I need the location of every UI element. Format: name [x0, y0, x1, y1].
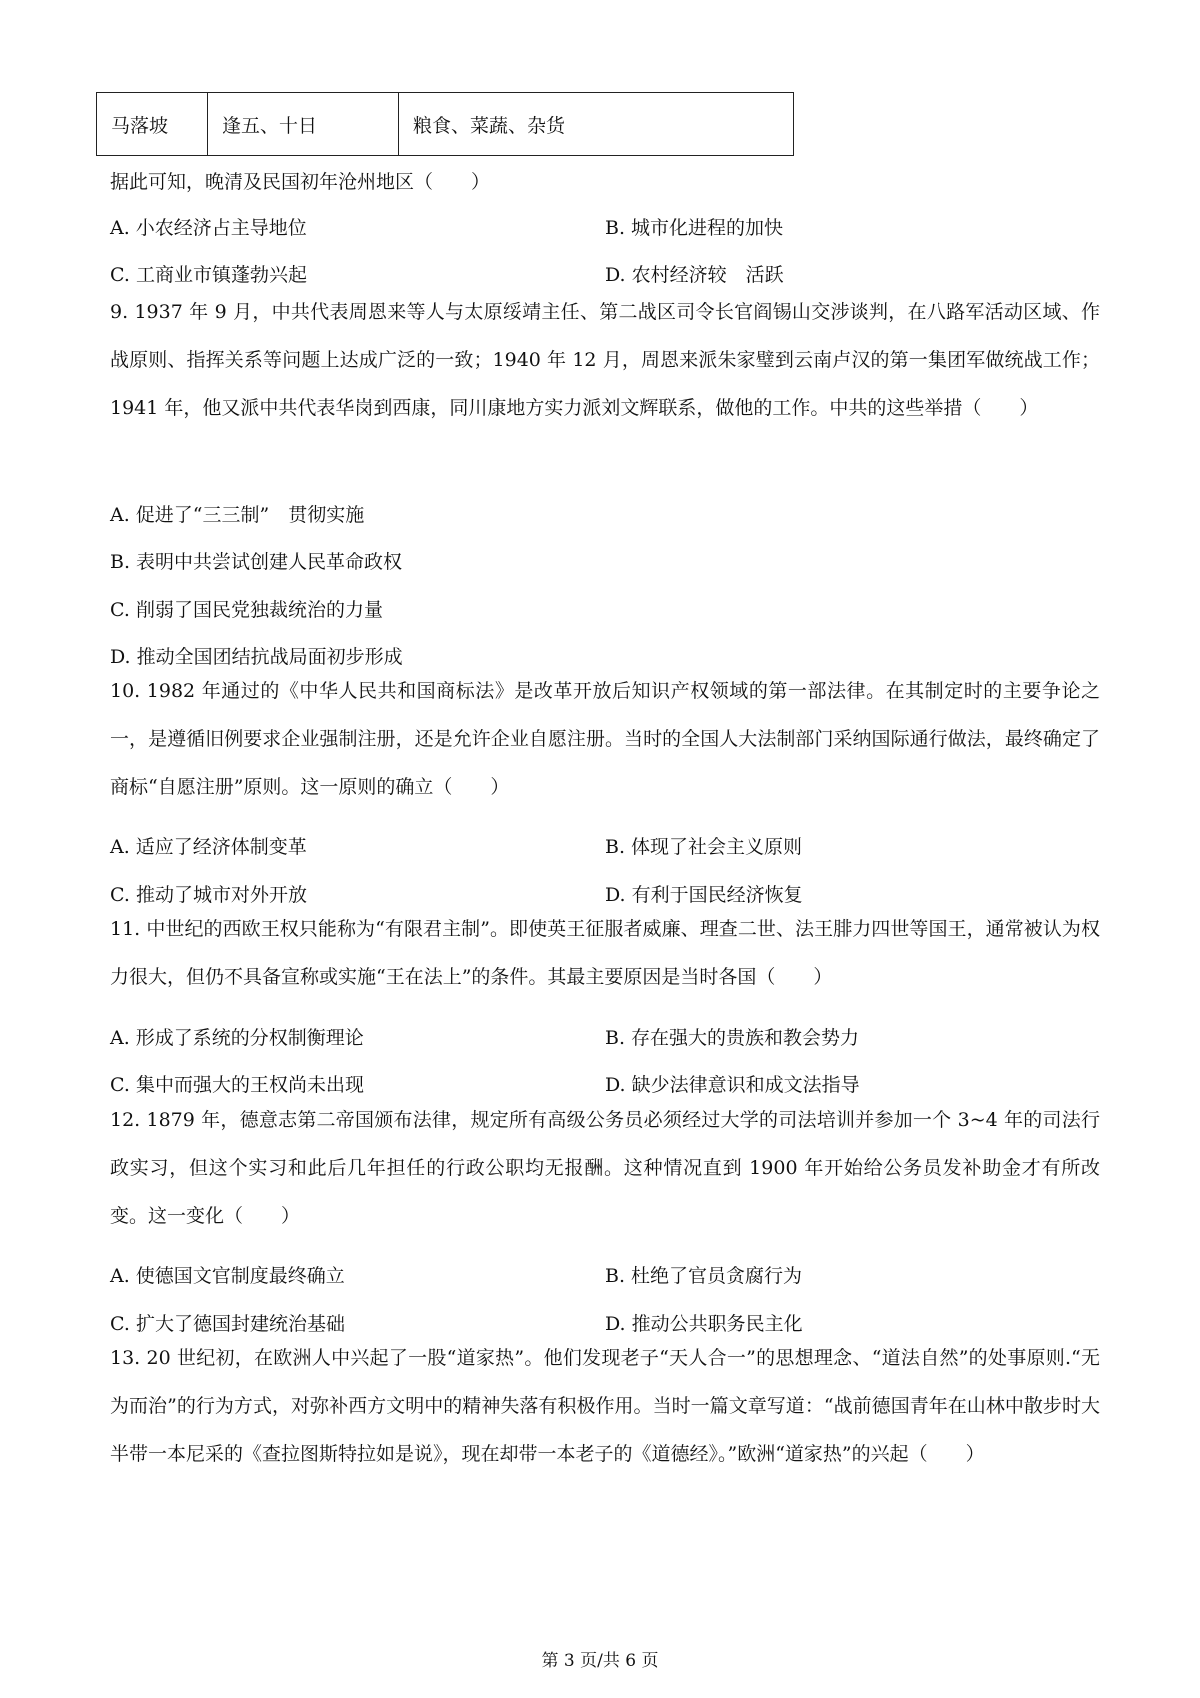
- q10-option-a: A. 适应了经济体制变革: [110, 836, 307, 858]
- q8-option-c: C. 工商业市镇蓬勃兴起: [110, 264, 307, 286]
- q11-option-a: A. 形成了系统的分权制衡理论: [110, 1027, 364, 1049]
- q8-stem: 据此可知，晚清及民国初年沧州地区（ ）: [110, 171, 491, 193]
- q10-stem: 10. 1982 年通过的《中华人民共和国商标法》是改革开放后知识产权领域的第一部法律。在其制定时的主要争论之一，是遵循旧例要求企业强制注册，还是允许企业自愿注册。当时的全国人大法制部门采纳国际通行做法，最终确定了商标“自愿注册”原则。这一原则的确立（ ）: [110, 680, 1100, 798]
- q13-stem: 13. 20 世纪初，在欧洲人中兴起了一股“道家热”。他们发现老子“天人合一”的思想理念、“道法自然”的处事原则.“无为而治”的行为方式，对弥补西方文明中的精神失落有积极作用。当时一篇文章写道：“战前德国青年在山林中散步时大半带一本尼采的《查拉图斯特拉如是说》，现在却带一本老子的《道德经》。”欧洲“道家热”的兴起（ ）: [110, 1347, 1100, 1465]
- q9-option-b: B. 表明中共尝试创建人民革命政权: [110, 551, 403, 573]
- table-cell-goods: 粮食、菜蔬、杂货: [399, 93, 794, 156]
- q8-option-b: B. 城市化进程的加快: [605, 217, 784, 239]
- q12-option-d: D. 推动公共职务民主化: [605, 1313, 803, 1335]
- table-row: [97, 93, 794, 156]
- q11-option-c: C. 集中而强大的王权尚未出现: [110, 1074, 364, 1096]
- q12-option-b: B. 杜绝了官员贪腐行为: [605, 1265, 803, 1287]
- q11-option-d: D. 缺少法律意识和成文法指导: [605, 1074, 860, 1096]
- table-cell-days: 逢五、十日: [208, 93, 399, 156]
- market-table: [96, 92, 794, 156]
- q9-stem: 9. 1937 年 9 月，中共代表周恩来等人与太原绥靖主任、第二战区司令长官阎锡山交涉谈判，在八路军活动区域、作战原则、指挥关系等问题上达成广泛的一致；1940 年 12 月，周恩来派朱家璧到云南卢汉的第一集团军做统战工作；1941 年，他又派中共代表华岗到西康，同川康地方实力派刘文辉联系，做他的工作。中共的这些举措（ ）: [110, 301, 1100, 419]
- q9-option-d: D. 推动全国团结抗战局面初步形成: [110, 646, 403, 668]
- q9-option-a: A. 促进了“三三制” 贯彻实施: [110, 504, 365, 526]
- q10-option-b: B. 体现了社会主义原则: [605, 836, 803, 858]
- q8-option-d: D. 农村经济较 活跃: [605, 264, 784, 286]
- table-cell-place: 马落坡: [97, 93, 208, 156]
- q12-option-a: A. 使德国文官制度最终确立: [110, 1265, 345, 1287]
- page-footer: 第 3 页/共 6 页: [541, 1651, 659, 1671]
- q11-stem: 11. 中世纪的西欧王权只能称为“有限君主制”。即使英王征服者威廉、理查二世、法王腓力四世等国王，通常被认为权力很大，但仍不具备宣称或实施“王在法上”的条件。其最主要原因是当时各国（ ）: [110, 918, 1100, 988]
- q8-option-a: A. 小农经济占主导地位: [110, 217, 307, 239]
- q9-option-c: C. 削弱了国民党独裁统治的力量: [110, 599, 383, 621]
- q12-stem: 12. 1879 年，德意志第二帝国颁布法律，规定所有高级公务员必须经过大学的司法培训并参加一个 3~4 年的司法行政实习，但这个实习和此后几年担任的行政公职均无报酬。这种情况直到 1900 年开始给公务员发补助金才有所改变。这一变化（ ）: [110, 1109, 1100, 1227]
- q11-option-b: B. 存在强大的贵族和教会势力: [605, 1027, 860, 1049]
- q10-option-c: C. 推动了城市对外开放: [110, 884, 307, 906]
- q10-option-d: D. 有利于国民经济恢复: [605, 884, 803, 906]
- q12-option-c: C. 扩大了德国封建统治基础: [110, 1313, 345, 1335]
